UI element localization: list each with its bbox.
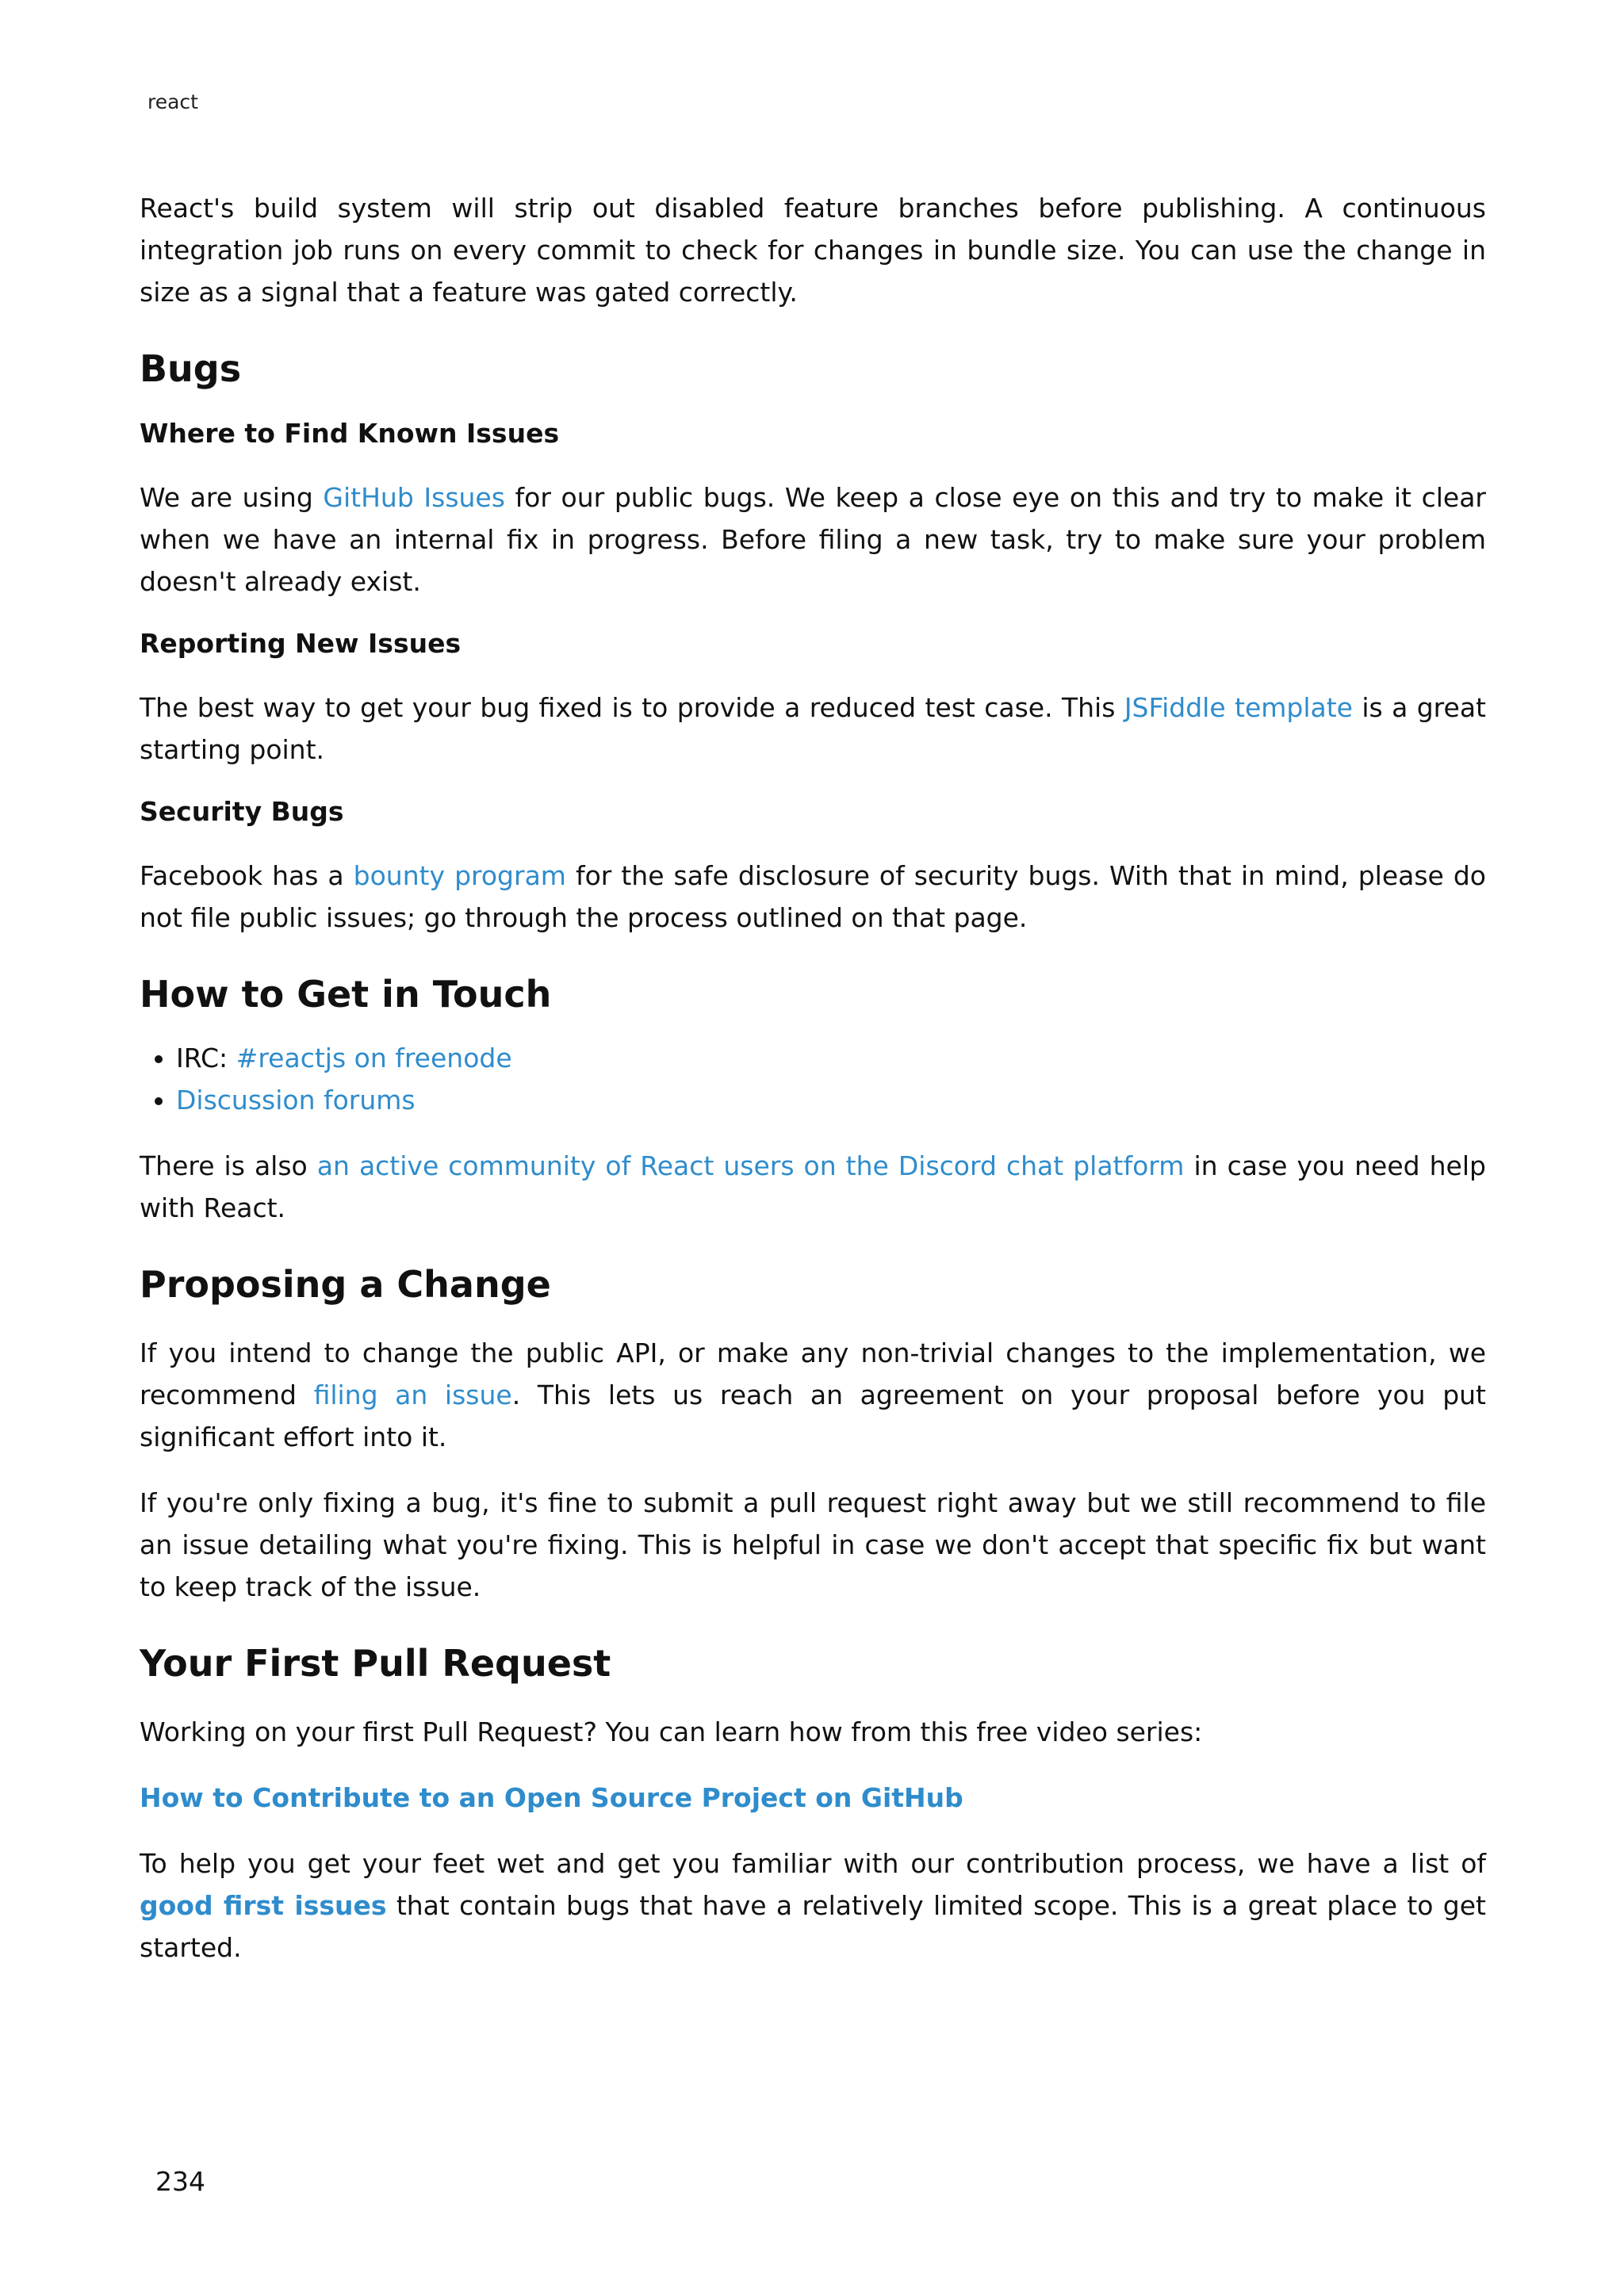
good-first-issues-paragraph: To help you get your feet wet and get you familiar with our contribution process, we have a list of good first issues that contain bugs that have a relatively limited scope. This is a great place to get started. — [140, 1848, 1486, 1963]
section-title-proposing: Proposing a Change — [140, 1263, 551, 1306]
discussion-forums-link[interactable]: Discussion forums — [176, 1085, 416, 1115]
video-series-link[interactable]: How to Contribute to an Open Source Project on GitHub — [140, 1782, 963, 1813]
page-number: 234 — [155, 2166, 205, 2197]
proposing-paragraph-2: If you're only fixing a bug, it's fine to submit a pull request right away but we still recommend to file an issue detailing what you're fixing. This is helpful in case we don't accept that specific fix but want to keep track of the issue. — [140, 1487, 1486, 1602]
list-item-forums — [176, 1079, 1486, 1121]
discord-paragraph: There is also an active community of React users on the Discord chat platform in case you need help with React. — [140, 1150, 1486, 1223]
page-content — [140, 187, 1486, 1992]
subsection-title-known-issues: Where to Find Known Issues — [140, 418, 560, 449]
subsection-title-reporting: Reporting New Issues — [140, 628, 462, 659]
irc-link[interactable]: #reactjs on freenode — [236, 1043, 512, 1073]
discord-community-link[interactable]: an active community of React users on the Discord chat platform — [316, 1150, 1185, 1181]
known-issues-paragraph: We are using GitHub Issues for our public bugs. We keep a close eye on this and try to make it clear when we have an internal fix in progress. Before filing a new task, try to make sure your problem doesn't already exist. — [140, 482, 1486, 597]
security-paragraph: Facebook has a bounty program for the safe disclosure of security bugs. With that in mind, please do not file public issues; go through the process outlined on that page. — [140, 860, 1486, 933]
intro-paragraph: React's build system will strip out disabled feature branches before publishing. A continuous integration job runs on every commit to check for changes in bundle size. You can use the change in size as a signal that a feature was gated correctly. — [140, 193, 1486, 308]
github-issues-link[interactable]: GitHub Issues — [323, 482, 505, 513]
section-title-touch: How to Get in Touch — [140, 973, 552, 1016]
subsection-title-security: Security Bugs — [140, 796, 344, 827]
video-series-paragraph — [140, 1777, 1486, 1819]
proposing-paragraph-1: If you intend to change the public API, or make any non-trivial changes to the implementation, we recommend filing an issue. This lets us reach an agreement on your proposal before you put significant effort into it. — [140, 1337, 1486, 1452]
bounty-program-link[interactable]: bounty program — [353, 860, 566, 891]
contact-list — [140, 1037, 1486, 1121]
first-pr-intro: Working on your first Pull Request? You can learn how from this free video series: — [140, 1716, 1203, 1747]
section-title-first-pr: Your First Pull Request — [140, 1642, 611, 1685]
section-title-bugs: Bugs — [140, 347, 242, 390]
jsfiddle-template-link[interactable]: JSFiddle template — [1124, 692, 1353, 723]
good-first-issues-link[interactable]: good first issues — [140, 1890, 387, 1921]
list-item-irc: • IRC: #reactjs on freenode — [176, 1037, 1486, 1079]
filing-issue-link[interactable]: filing an issue — [313, 1380, 512, 1410]
running-header: react — [147, 90, 198, 113]
reporting-paragraph: The best way to get your bug fixed is to provide a reduced test case. This JSFiddle template is a great starting point. — [140, 692, 1486, 765]
